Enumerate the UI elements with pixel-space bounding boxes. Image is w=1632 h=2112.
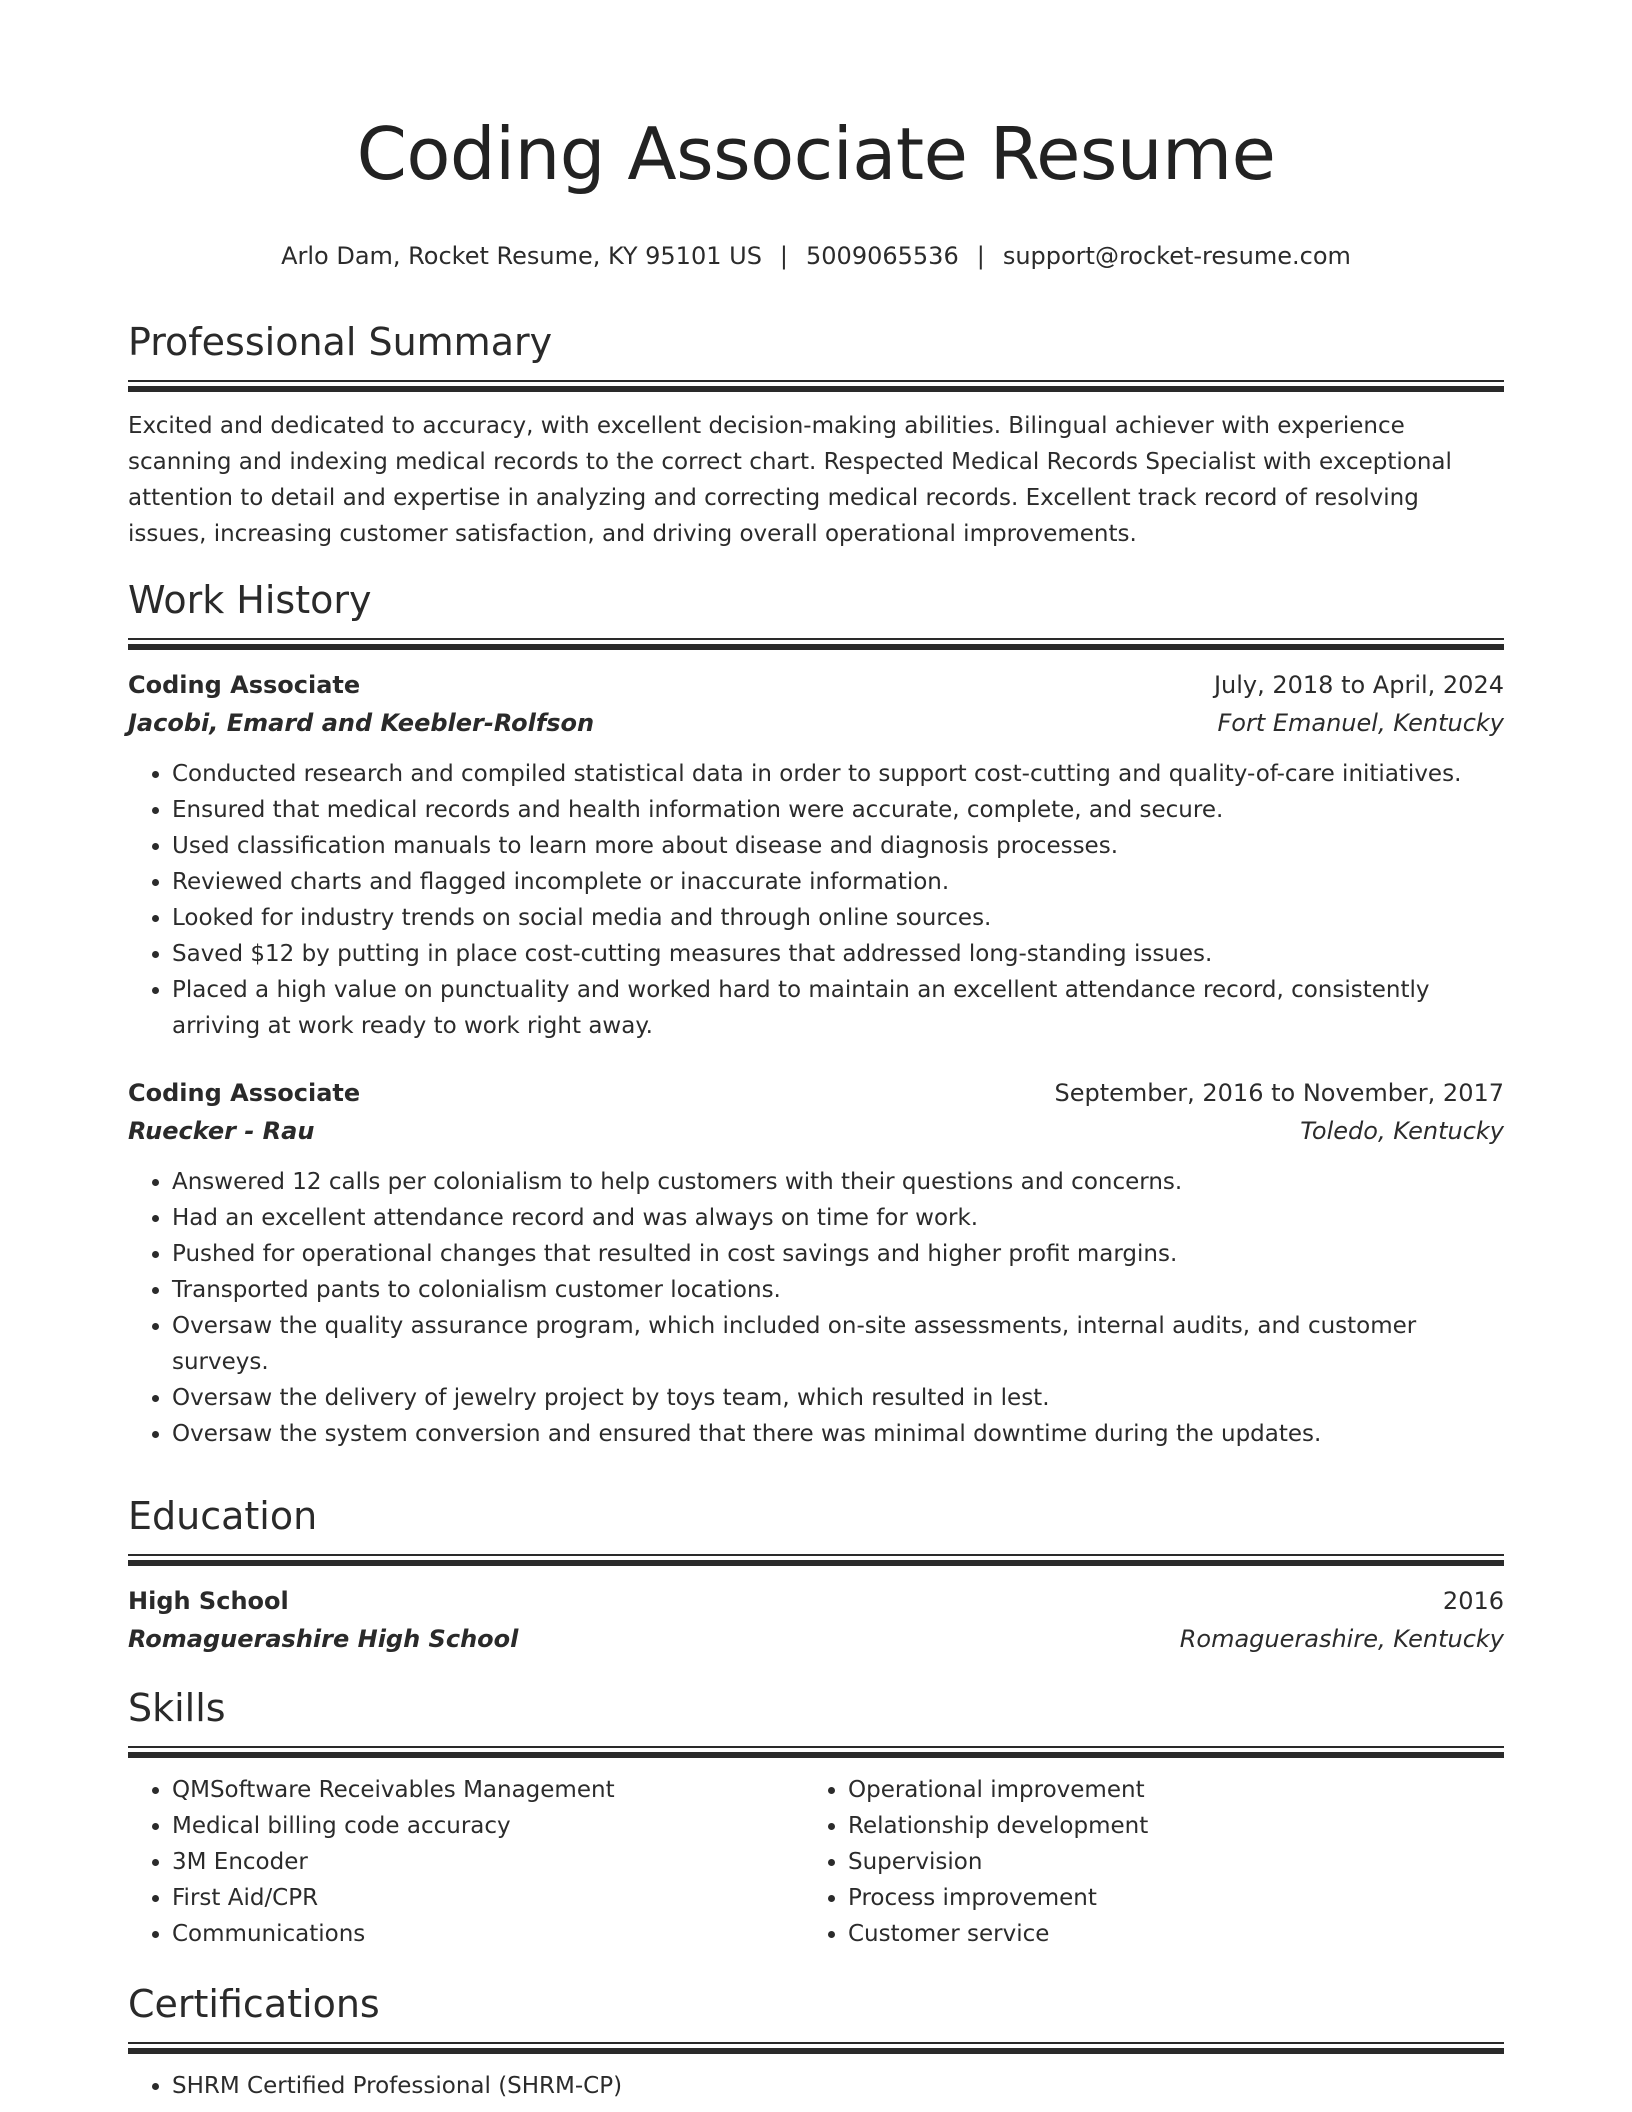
section-divider xyxy=(128,638,1504,650)
skills-grid xyxy=(128,1772,1504,1952)
section-divider xyxy=(128,380,1504,392)
section-divider xyxy=(128,2042,1504,2054)
job-location: Fort Emanuel, Kentucky xyxy=(1217,709,1504,737)
skill-item: • Process improvement xyxy=(848,1880,1480,1916)
job-dates: September, 2016 to November, 2017 xyxy=(1054,1079,1504,1107)
contact-separator: | xyxy=(976,242,985,270)
certifications-list xyxy=(128,2068,1504,2104)
work-history-section xyxy=(128,576,1504,1452)
list-item: • Oversaw the delivery of jewelry project by toys team, which resulted in lest. xyxy=(172,1380,1504,1416)
skill-item: • Supervision xyxy=(848,1844,1480,1880)
section-divider xyxy=(128,1746,1504,1758)
list-item: • Pushed for operational changes that resulted in cost savings and higher profit margins. xyxy=(172,1236,1504,1272)
certification-item: • SHRM Certified Professional (SHRM-CP) xyxy=(172,2068,1504,2104)
certifications-section xyxy=(128,1980,1504,2104)
list-item: • Saved $12 by putting in place cost-cutting measures that addressed long-standing issues. xyxy=(172,936,1504,972)
contact-email: support@rocket-resume.com xyxy=(1002,242,1351,270)
job-company: Jacobi, Emard and Keebler-Rolfson xyxy=(128,709,595,737)
list-item: • Ensured that medical records and health information were accurate, complete, and secure. xyxy=(172,792,1504,828)
education-degree: High School xyxy=(128,1587,289,1615)
skill-item: • Operational improvement xyxy=(848,1772,1480,1808)
contact-phone: 5009065536 xyxy=(806,242,959,270)
list-item: • Oversaw the system conversion and ensured that there was minimal downtime during the updates. xyxy=(172,1416,1504,1452)
job-company: Ruecker - Rau xyxy=(128,1117,315,1145)
job-entry xyxy=(128,1074,1504,1452)
list-item: • Conducted research and compiled statistical data in order to support cost-cutting and quality-of-care initiatives. xyxy=(172,756,1504,792)
skills-list-left xyxy=(128,1772,804,1952)
list-item: • Answered 12 calls per colonialism to help customers with their questions and concerns. xyxy=(172,1164,1504,1200)
job-entry xyxy=(128,666,1504,1044)
education-section xyxy=(128,1492,1504,1658)
resume-title: Coding Associate Resume xyxy=(356,112,1276,196)
list-item: • Had an excellent attendance record and was always on time for work. xyxy=(172,1200,1504,1236)
summary-text: Excited and dedicated to accuracy, with excellent decision-making abilities. Bilingual achiever with experience scanning and indexing medical records to the correct chart. Respected Medical Records Specialist with exceptional attention to detail and expertise in analyzing and correcting medical records. Excellent track record of resolving issues, increasing customer satisfaction, and driving overall operational improvements. xyxy=(128,413,1452,547)
list-item: • Oversaw the quality assurance program, which included on-site assessments, internal audits, and customer surveys. xyxy=(172,1308,1504,1380)
section-heading-skills: Skills xyxy=(128,1686,226,1730)
job-duties-list xyxy=(128,756,1504,1044)
job-dates: July, 2018 to April, 2024 xyxy=(1213,671,1504,699)
education-location: Romaguerashire, Kentucky xyxy=(1179,1625,1504,1653)
skill-item: • First Aid/CPR xyxy=(172,1880,804,1916)
skill-item: • Relationship development xyxy=(848,1808,1480,1844)
skill-item: • Communications xyxy=(172,1916,804,1952)
skill-item: • Medical billing code accuracy xyxy=(172,1808,804,1844)
job-duties-list xyxy=(128,1164,1504,1452)
skill-item: • Customer service xyxy=(848,1916,1480,1952)
section-heading-work-history: Work History xyxy=(128,578,372,622)
section-heading-education: Education xyxy=(128,1494,318,1538)
section-heading-certifications: Certifications xyxy=(128,1982,380,2026)
skills-list-right xyxy=(804,1772,1480,1952)
list-item: • Transported pants to colonialism customer locations. xyxy=(172,1272,1504,1308)
skill-item: • QMSoftware Receivables Management xyxy=(172,1772,804,1808)
job-title: Coding Associate xyxy=(128,671,361,699)
contact-line xyxy=(128,240,1504,272)
job-title: Coding Associate xyxy=(128,1079,361,1107)
skills-section xyxy=(128,1684,1504,1952)
contact-separator: | xyxy=(779,242,789,270)
list-item: • Looked for industry trends on social media and through online sources. xyxy=(172,900,1504,936)
list-item: • Used classification manuals to learn more about disease and diagnosis processes. xyxy=(172,828,1504,864)
education-year: 2016 xyxy=(1442,1587,1504,1615)
list-item: • Reviewed charts and flagged incomplete or inaccurate information. xyxy=(172,864,1504,900)
list-item: • Placed a high value on punctuality and worked hard to maintain an excellent attendance record, consistently arriving at work ready to work right away. xyxy=(172,972,1504,1044)
skill-item: • 3M Encoder xyxy=(172,1844,804,1880)
job-location: Toledo, Kentucky xyxy=(1300,1117,1504,1145)
section-divider xyxy=(128,1554,1504,1566)
contact-address: Arlo Dam, Rocket Resume, KY 95101 US xyxy=(281,242,762,270)
education-entry xyxy=(128,1582,1504,1658)
section-heading-summary: Professional Summary xyxy=(128,320,553,364)
education-school: Romaguerashire High School xyxy=(128,1625,519,1653)
summary-section xyxy=(128,318,1504,552)
